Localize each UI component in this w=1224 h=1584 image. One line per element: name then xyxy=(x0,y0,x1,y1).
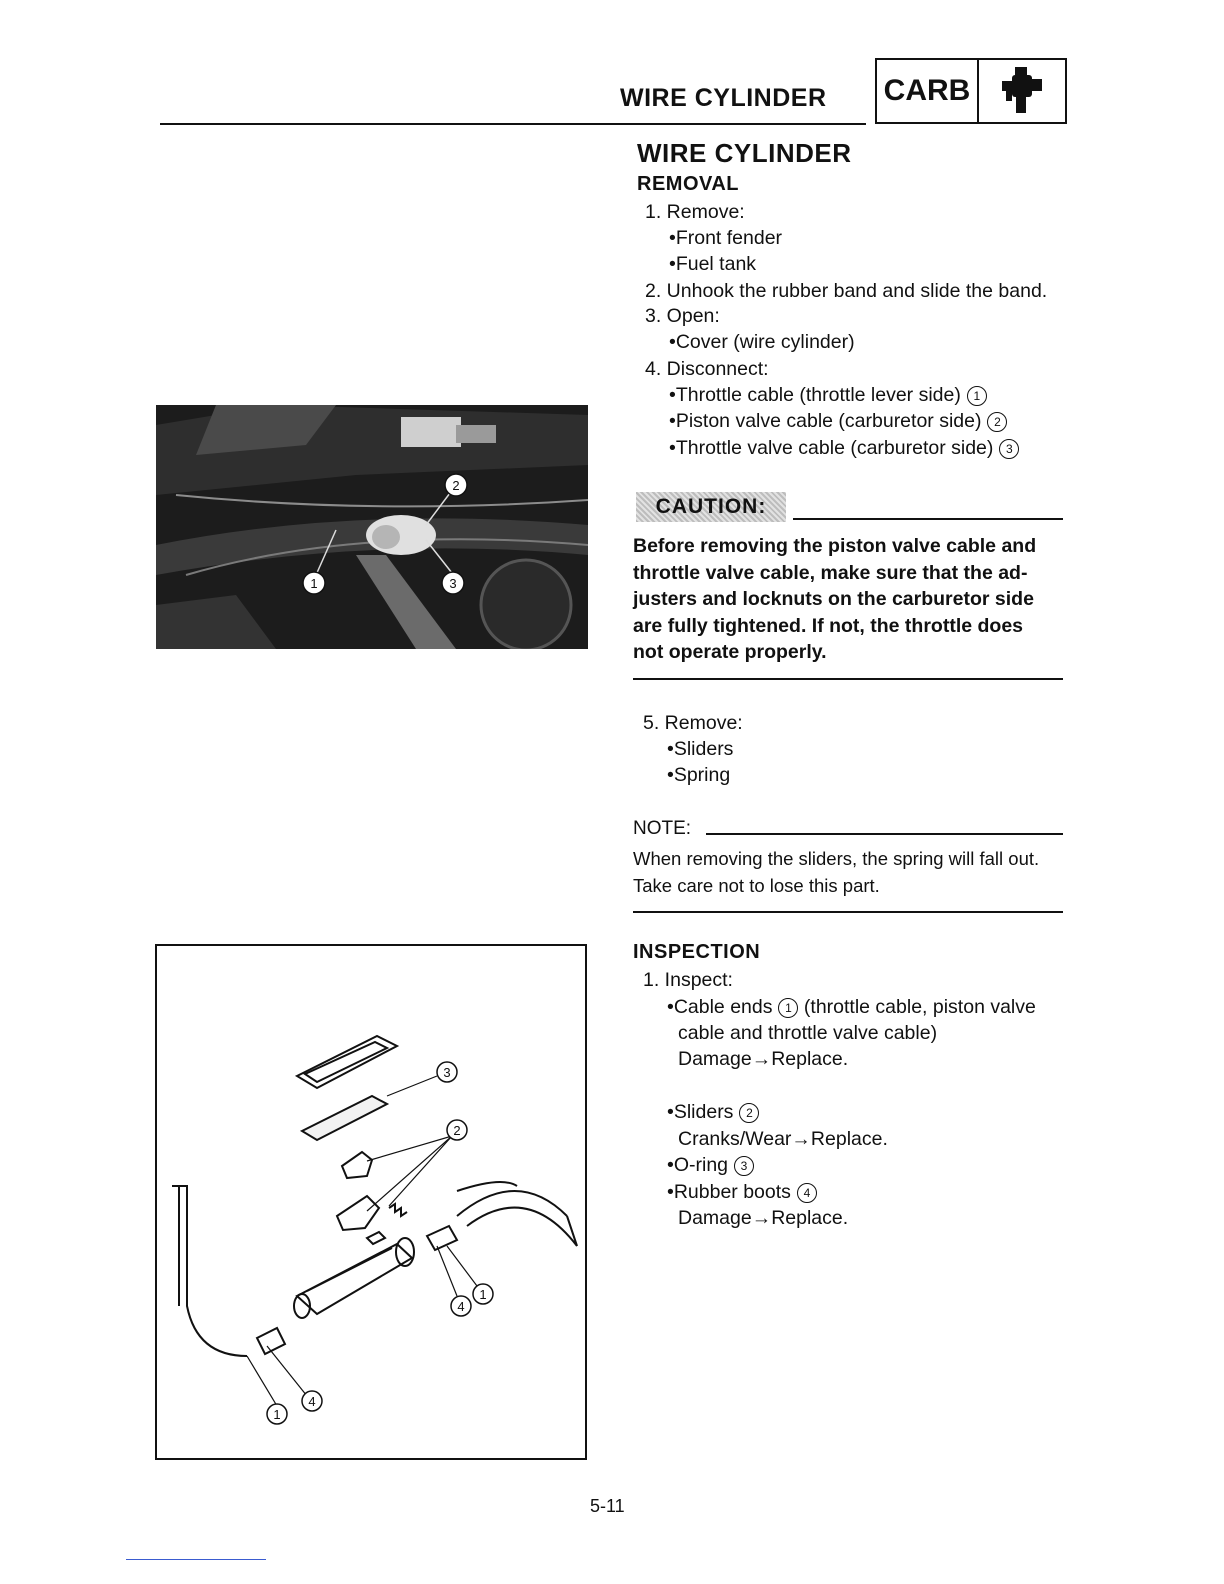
removal-item-cover: •Cover (wire cylinder) xyxy=(669,331,855,353)
inspection-cable-ends-cont: cable and throttle valve cable) xyxy=(678,1022,938,1044)
removal-item-spring: •Spring xyxy=(667,764,731,786)
inspection-cranks-wear: Cranks/Wear→Replace. xyxy=(678,1128,888,1150)
svg-text:2: 2 xyxy=(452,478,460,493)
svg-text:3: 3 xyxy=(443,1065,451,1080)
ref-marker: 1 xyxy=(778,998,798,1018)
diagram-callout-2 xyxy=(447,1120,467,1140)
page-number: 5-11 xyxy=(590,1496,625,1516)
header-title: WIRE CYLINDER xyxy=(620,84,827,112)
photo-callout-1 xyxy=(303,572,325,594)
ref-marker: 3 xyxy=(999,439,1019,459)
caution-text-line: not operate properly. xyxy=(633,641,827,663)
diagram-callout-4-lower xyxy=(302,1391,322,1411)
note-label: NOTE: xyxy=(633,818,692,839)
svg-text:1: 1 xyxy=(479,1287,487,1302)
removal-item-front-fender: •Front fender xyxy=(669,227,783,249)
caution-text-line: Before removing the piston valve cable and xyxy=(633,535,1037,557)
caution-label: CAUTION: xyxy=(636,492,786,522)
footer-link-underline xyxy=(126,1559,266,1560)
removal-item-piston-valve-cable: •Piston valve cable (carburetor side) 2 xyxy=(669,408,1007,434)
carburetor-icon xyxy=(979,60,1065,122)
ref-marker: 4 xyxy=(797,1183,817,1203)
diagram-callout-1-lower xyxy=(267,1404,287,1424)
ref-marker: 2 xyxy=(987,412,1007,432)
removal-step-1: 1. Remove: xyxy=(645,201,745,223)
note-rule-bottom xyxy=(633,911,1063,913)
carb-badge-text: CARB xyxy=(877,60,979,122)
caution-text-line: are fully tightened. If not, the throttle does xyxy=(633,615,1024,637)
inspection-damage-replace: Damage→Replace. xyxy=(678,1048,849,1070)
header-rule xyxy=(160,123,866,125)
svg-text:4: 4 xyxy=(308,1394,316,1409)
diagram-callout-3 xyxy=(437,1062,457,1082)
svg-text:1: 1 xyxy=(310,576,318,591)
photo-callout-2 xyxy=(445,474,467,496)
note-text-line: Take care not to lose this part. xyxy=(633,875,880,896)
photo-callout-3 xyxy=(442,572,464,594)
removal-item-throttle-cable: •Throttle cable (throttle lever side) 1 xyxy=(669,382,987,408)
inspection-item-cable-ends: •Cable ends 1 (throttle cable, piston valve xyxy=(667,996,1036,1018)
removal-heading: REMOVAL xyxy=(637,173,740,195)
diagram-callout-4 xyxy=(451,1296,471,1316)
caution-text-line: throttle valve cable, make sure that the ad- xyxy=(633,562,1028,584)
removal-item-throttle-valve-cable: •Throttle valve cable (carburetor side) 3 xyxy=(669,435,1019,461)
caution-rule-top xyxy=(793,518,1063,520)
removal-step-2: 2. Unhook the rubber band and slide the band. xyxy=(645,280,1048,302)
inspection-item-sliders: •Sliders 2 xyxy=(667,1099,759,1125)
caution-rule-bottom xyxy=(633,678,1063,680)
inspection-item-rubber-boots: •Rubber boots 4 xyxy=(667,1179,817,1205)
svg-text:3: 3 xyxy=(449,576,457,591)
svg-text:2: 2 xyxy=(453,1123,461,1138)
ref-marker: 1 xyxy=(967,386,987,406)
section-title: WIRE CYLINDER xyxy=(637,138,852,168)
removal-step-3: 3. Open: xyxy=(645,305,720,327)
removal-item-sliders: •Sliders xyxy=(667,738,734,760)
inspection-step-1: 1. Inspect: xyxy=(643,969,733,991)
carb-badge xyxy=(875,58,1067,124)
removal-step-4: 4. Disconnect: xyxy=(645,358,769,380)
inspection-item-o-ring: •O-ring 3 xyxy=(667,1152,754,1178)
svg-text:1: 1 xyxy=(273,1407,281,1422)
inspection-heading: INSPECTION xyxy=(633,941,761,963)
caution-text-line: justers and locknuts on the carburetor side xyxy=(633,588,1034,610)
removal-step-5: 5. Remove: xyxy=(643,712,743,734)
inspection-damage-replace-2: Damage→Replace. xyxy=(678,1207,849,1229)
note-text-line: When removing the sliders, the spring will fall out. xyxy=(633,848,1040,869)
removal-item-fuel-tank: •Fuel tank xyxy=(669,253,757,275)
wire-cylinder-photo xyxy=(156,405,588,649)
diagram-callout-1 xyxy=(473,1284,493,1304)
ref-marker: 2 xyxy=(739,1103,759,1123)
svg-text:4: 4 xyxy=(457,1299,465,1314)
ref-marker: 3 xyxy=(734,1156,754,1176)
wire-cylinder-exploded-diagram xyxy=(155,944,587,1460)
note-rule-top xyxy=(706,833,1063,835)
